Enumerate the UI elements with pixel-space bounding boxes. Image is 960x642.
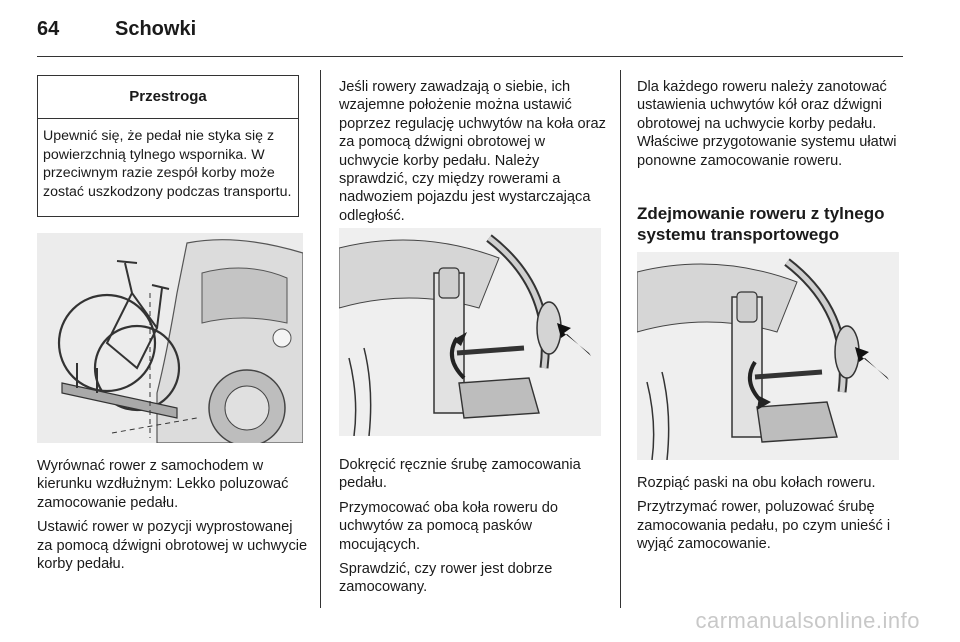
column-divider xyxy=(620,70,621,608)
pedal-clamp-loosen-illustration xyxy=(637,252,899,460)
paragraph: Ustawić rower w pozycji wyprostowanej za pomocą dźwigni obrotowej w uchwycie korby pedału. xyxy=(37,519,308,573)
column1-text xyxy=(37,457,309,579)
paragraph: Jeśli rowery zawadzają o siebie, ich wzajemne położenie można ustawić poprzez regulację uchwytów na koła oraz za pomocą dźwigni obrotowej w uchwycie korby pedału. Należy sprawdzić, czy między rowerami a nadwoziem pojazdu jest wystarczająca odległość. xyxy=(339,79,606,224)
paragraph: Dla każdego roweru należy zanotować ustawienia uchwytów kół oraz dźwigni obrotowej na uchwycie korby pedału. Właściwe przygotowanie systemu ułatwi ponowne zamocowanie roweru. xyxy=(637,79,897,169)
pedal-clamp-tighten-illustration xyxy=(339,228,601,436)
page-title: Schowki xyxy=(115,18,197,40)
paragraph: Przytrzymać rower, poluzować śrubę zamocowania pedału, po czym unieść i wyjąć zamocowanie. xyxy=(637,499,891,553)
header-rule xyxy=(37,56,903,57)
column2-text xyxy=(339,456,609,603)
caution-box xyxy=(37,75,299,217)
column3-text xyxy=(637,474,909,560)
page-number: 64 xyxy=(37,18,60,40)
paragraph: Rozpiąć paski na obu kołach roweru. xyxy=(637,475,876,491)
paragraph: Wyrównać rower z samochodem w kierunku wzdłużnym: Lekko poluzować zamocowanie pedału. xyxy=(37,458,289,511)
caution-text: Upewnić się, że pedał nie styka się z powierzchnią tylnego wspornika. W przeciwnym razie zespół korby może zostać uszkodzony podczas transportu. xyxy=(43,128,292,200)
paragraph: Dokręcić ręcznie śrubę zamocowania pedału. xyxy=(339,457,581,492)
caution-heading: Przestroga xyxy=(38,76,298,119)
column3-intro xyxy=(637,78,905,176)
column-divider xyxy=(320,70,321,608)
paragraph: Sprawdzić, czy rower jest dobrze zamocowany. xyxy=(339,561,553,596)
column2-intro xyxy=(339,78,607,231)
section-heading: Zdejmowanie roweru z tylnego systemu transportowego xyxy=(637,204,885,244)
paragraph: Przymocować oba koła roweru do uchwytów za pomocą pasków mocujących. xyxy=(339,499,559,553)
watermark: carmanualsonline.info xyxy=(695,608,920,633)
bike-carrier-illustration xyxy=(37,233,303,443)
